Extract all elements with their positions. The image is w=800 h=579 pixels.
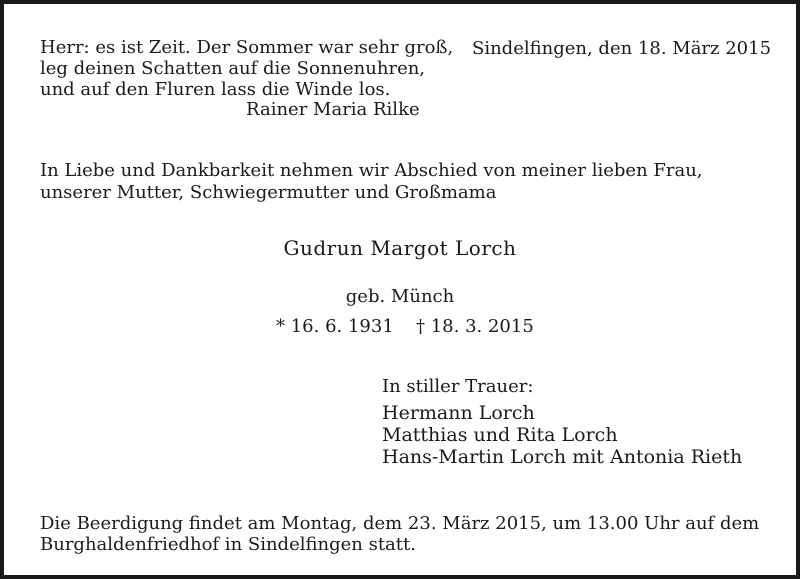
birth-name: geb. Münch: [345, 286, 455, 307]
birth-date: * 16. 6. 1931: [276, 316, 394, 337]
poem-author: Rainer Maria Rilke: [246, 99, 420, 120]
mourner-name: Hermann Lorch: [382, 402, 535, 424]
poem-line-1: Herr: es ist Zeit. Der Sommer war sehr groß,: [40, 37, 454, 58]
mourner-name: Matthias und Rita Lorch: [382, 424, 618, 446]
poem-line-3: und auf den Fluren lass die Winde los.: [40, 79, 391, 100]
place-date: Sindelfingen, den 18. März 2015: [472, 38, 772, 59]
funeral-line-2: Burghaldenfriedhof in Sindelfingen statt.: [40, 534, 416, 555]
funeral-line-1: Die Beerdigung findet am Montag, dem 23. März 2015, um 13.00 Uhr auf dem: [40, 513, 760, 534]
deceased-name: Gudrun Margot Lorch: [283, 236, 517, 260]
intro-line-2: unserer Mutter, Schwiegermutter und Großmama: [40, 182, 497, 203]
mourner-name: Hans-Martin Lorch mit Antonia Rieth: [382, 446, 743, 468]
intro-line-1: In Liebe und Dankbarkeit nehmen wir Abschied von meiner lieben Frau,: [40, 160, 703, 181]
poem-line-2: leg deinen Schatten auf die Sonnenuhren,: [40, 58, 426, 79]
mourners-heading: In stiller Trauer:: [382, 376, 534, 397]
death-date: † 18. 3. 2015: [416, 316, 534, 337]
